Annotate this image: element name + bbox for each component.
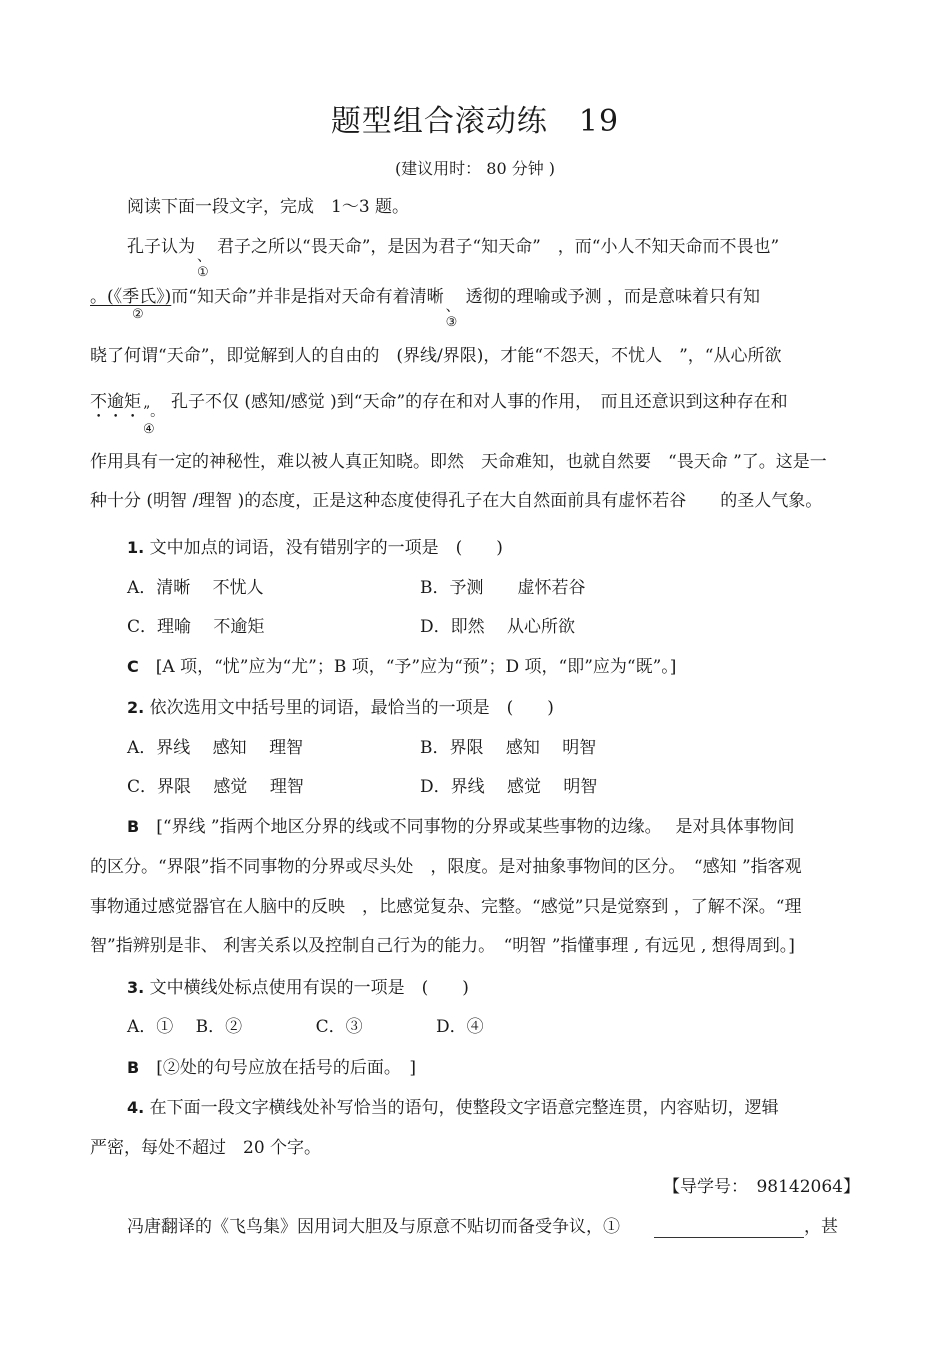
reading-instruction: 阅读下面一段文字，完成 1～3 题。 xyxy=(127,197,410,217)
question-2-answer: B [“界线 ”指两个地区分界的线或不同事物的分界或某些事物的边缘。 是对具体事物间 xyxy=(127,817,795,837)
question-3-stem: 3. 文中横线处标点使用有误的一项是 ( ) xyxy=(127,978,469,998)
question-1-option-a: A．清晰 不忧人 xyxy=(127,578,264,598)
question-1-answer: C [A 项，“忧”应为“尤”；B 项，“予”应为“预”；D 项，“即”应为“既”。] xyxy=(127,657,677,677)
question-2-explanation-4: 智”指辨别是非、 利害关系以及控制自己行为的能力。 “明智 ”指懂事理 , 有远见 , 想得周到。] xyxy=(90,936,795,956)
question-1-option-b: B．予测 虚怀若谷 xyxy=(420,578,586,598)
passage-line-3: 晓了何谓“天命”，即觉解到人的自由的 (界线/界限)，才能“不怨天，不忧人 ”，“从心所欲 xyxy=(90,346,782,366)
question-4-stem-2: 严密，每处不超过 20 个字。 xyxy=(90,1138,322,1158)
suggested-time: (建议用时： 80 分钟 ) xyxy=(394,159,556,178)
passage-line-6: 种十分 (明智 /理智 )的态度，正是这种态度使得孔子在大自然面前具有虚怀若谷 的圣人气象。 xyxy=(90,491,823,511)
question-2-option-a: A．界线 感知 理智 xyxy=(127,738,304,758)
page-title: 题型组合滚动练 19 xyxy=(330,104,620,139)
question-1-option-d: D．即然 从心所欲 xyxy=(420,617,576,637)
question-2-explanation-3: 事物通过感觉器官在人脑中的反映 ，比感觉复杂、完整。“感觉”只是觉察到 ，了解不深。“理 xyxy=(90,897,802,917)
answer-blank-1[interactable] xyxy=(654,1219,804,1238)
passage-line-2: 。(《季氏》) ② 而“知天命”并非是指对天命有着清晰 、 ③ 透彻的理喻或予测 ，而是意味着只有知 xyxy=(90,287,761,330)
question-3-options: A．① B．② C．③ D．④ xyxy=(127,1017,484,1037)
question-2-option-d: D．界线 感觉 明智 xyxy=(420,777,598,797)
question-1-stem: 1. 文中加点的词语，没有错别字的一项是 ( ) xyxy=(127,538,503,558)
passage-line-4: 不逾矩 ”。 ④ 孔子不仅 (感知/感觉 )到“天命”的存在和对人事的作用， 而且还意识到这种存在和 xyxy=(90,392,788,437)
question-2-option-c: C．界限 感觉 理智 xyxy=(127,777,304,797)
question-2-stem: 2. 依次选用文中括号里的词语，最恰当的一项是 ( ) xyxy=(127,698,554,718)
question-2-option-b: B．界限 感知 明智 xyxy=(420,738,597,758)
question-2-explanation-2: 的区分。“界限”指不同事物的分界或尽头处 ，限度。是对抽象事物间的区分。 “感知 ”指客观 xyxy=(90,857,802,877)
blank-mark-2: 。(《季氏》) ② xyxy=(90,287,172,322)
question-1-option-c: C．理喻 不逾矩 xyxy=(127,617,265,637)
passage-line-1: 孔子认为 、 ① 君子之所以“畏天命”，是因为君子“知天命” ，而“小人不知天命而不畏也” xyxy=(127,237,780,280)
passage-line-5: 作用具有一定的神秘性，难以被人真正知晓。即然 天命难知，也就自然要 “畏天命 ”了。这是一 xyxy=(90,452,827,472)
question-4-stem: 4. 在下面一段文字横线处补写恰当的语句，使整段文字语意完整连贯，内容贴切，逻辑 xyxy=(127,1098,779,1118)
question-3-answer: B [②处的句号应放在括号的后面。 ] xyxy=(127,1058,416,1078)
guide-number: 【导学号： 98142064】 xyxy=(662,1177,860,1197)
question-4-passage: 冯唐翻译的《飞鸟集》因用词大胆及与原意不贴切而备受争议，① ，甚 xyxy=(127,1217,838,1237)
